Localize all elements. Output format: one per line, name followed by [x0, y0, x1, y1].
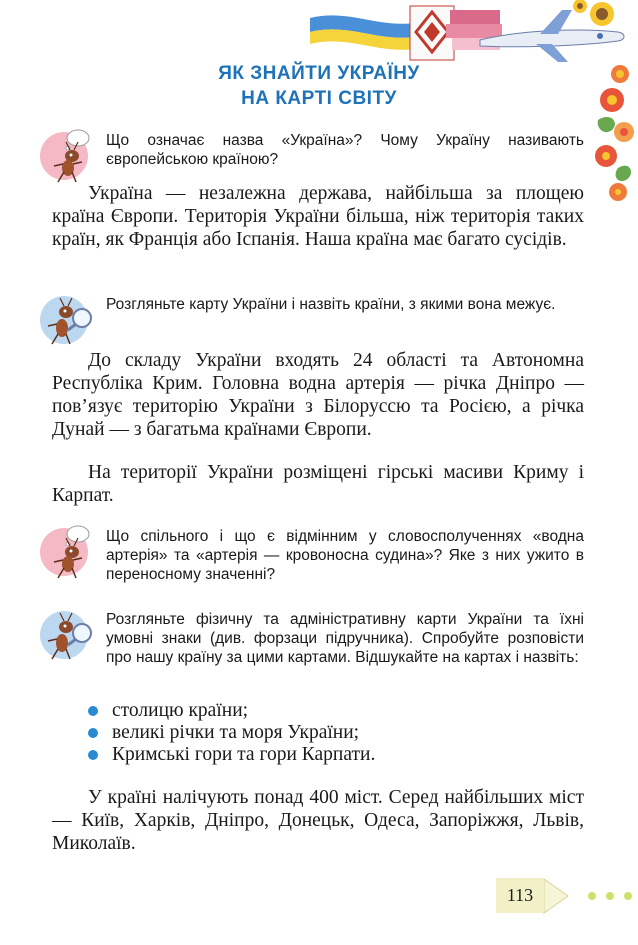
paragraph-2 [52, 349, 584, 441]
question-4: Розгляньте фізичну та адміністративну карти України та їхні умовні знаки (див. форзаци підручника). Спробуйте розповісти про нашу країну за цими картами. Відшукайте на картах і назвіть: [106, 611, 584, 666]
page-title-line2: НА КАРТІ СВІТУ [241, 88, 397, 109]
paragraph-3-text: На території України розміщені гірські масиви Криму і Карпат. [52, 462, 584, 506]
header-illustration [300, 0, 638, 70]
question-1: Що означає назва «Україна»? Чому Україну називають європейською країною? [106, 132, 584, 168]
paragraph-3 [52, 461, 584, 507]
list-item: великі річки та моря України; [86, 722, 586, 744]
paragraph-1-text: Україна — незалежна держава, найбільша за площею країна Європи. Територія України більша, ніж територія таких країн, як Франція або Іспанія. Наша країна має багато сусідів. [52, 183, 584, 250]
question-2: Розгляньте карту України і назвіть країни, з якими вона межує. [106, 296, 556, 313]
paragraph-2-text: До складу України входять 24 області та Автономна Республіка Крим. Головна водна артерія — річка Дніпро — пов’язує територію України з Білоруссю та Росією, а річка Дунай — з багатьма країнами Європи. [52, 350, 584, 440]
ant-magnifier-icon [38, 290, 98, 352]
page-number-tab [496, 878, 638, 914]
paragraph-4-text: У країні налічують понад 400 міст. Серед найбільших міст — Київ, Харків, Дніпро, Донецьк, Одеса, Запоріжжя, Львів, Миколаїв. [52, 787, 584, 854]
paragraph-1 [52, 182, 584, 251]
bullet-list [86, 700, 586, 766]
bullet-dot-icon [88, 750, 98, 760]
question-3: Що спільного і що є відмінним у словосполученнях «водна артерія» та «артерія — кровоносна судина»? Яке з них ужито в переносному значенні? [106, 528, 584, 583]
ant-thinking-icon [38, 522, 98, 584]
paragraph-4 [52, 786, 584, 855]
page-number: 113 [496, 878, 544, 912]
ant-magnifier-icon [38, 605, 98, 667]
ant-thinking-icon [38, 126, 98, 188]
bullet-dot-icon [88, 728, 98, 738]
list-item: столицю країни; [86, 700, 586, 722]
page-title-line1: ЯК ЗНАЙТИ УКРАЇНУ [218, 63, 420, 84]
list-item: Кримські гори та гори Карпати. [86, 744, 586, 766]
bullet-dot-icon [88, 706, 98, 716]
